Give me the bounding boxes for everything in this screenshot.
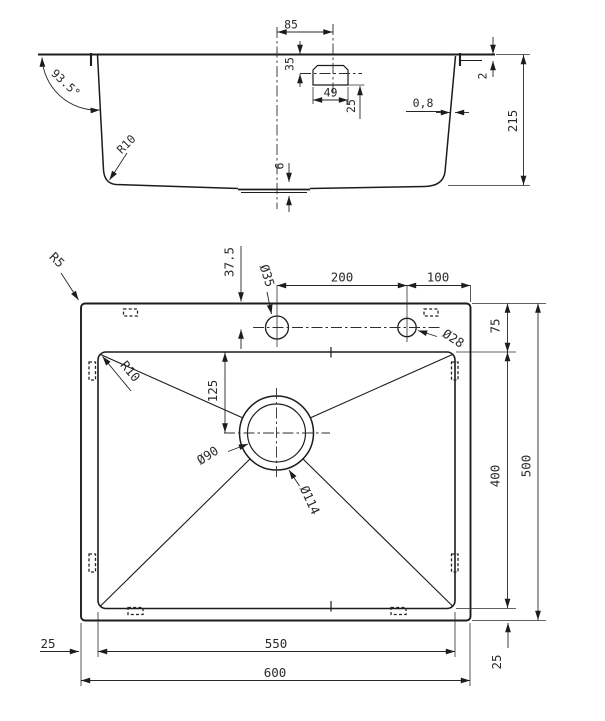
dim-500-label: 500 <box>518 454 534 478</box>
dim-85-label: 85 <box>284 17 298 32</box>
basin-left-wall-section <box>98 55 239 189</box>
dim-600-label: 600 <box>263 665 287 680</box>
dim-wall-label: 0,8 <box>412 96 434 110</box>
dim-400-label: 400 <box>487 464 503 488</box>
dim-25br-label: 25 <box>489 654 504 670</box>
dim-25s-label: 25 <box>344 99 358 113</box>
dim-215-label: 215 <box>505 109 520 133</box>
r5-label: R5 <box>46 249 68 271</box>
second-hole-dia-label: Ø28 <box>439 325 468 351</box>
r10-plan-label: R10 <box>117 357 144 385</box>
dim-49-label: 49 <box>323 85 338 100</box>
basin-right-wall-section <box>310 56 456 189</box>
drain-inner-leader <box>228 444 248 452</box>
faucet-deck-section <box>313 66 348 86</box>
dim-2-label: 2 <box>475 72 490 80</box>
weld-mark-top-left <box>124 309 138 316</box>
drain-outer-leader <box>289 470 300 486</box>
drain-outer-dia-label: Ø114 <box>296 483 324 517</box>
dim-75-label: 75 <box>487 318 503 334</box>
dim-35-label: 35 <box>282 57 297 71</box>
r5-leader <box>61 273 79 300</box>
angle-label: 93.5° <box>48 66 84 101</box>
weld-mark-left-upper <box>89 362 96 380</box>
hole-ext-lines <box>277 285 407 347</box>
dim-200-label: 200 <box>330 269 354 285</box>
section-view <box>38 18 530 213</box>
r10-section-label: R10 <box>113 131 139 157</box>
faucet-hole-dia-label: Ø35 <box>256 262 278 289</box>
dim-550-label: 550 <box>264 636 288 651</box>
second-hole-leader <box>418 331 437 337</box>
dim-25bl-label: 25 <box>40 636 56 651</box>
weld-mark-top-right <box>424 309 438 316</box>
dim-6-label: 6 <box>272 162 287 170</box>
dim-100-label: 100 <box>426 269 450 285</box>
dim-125-label: 125 <box>205 379 220 403</box>
weld-mark-left-lower <box>89 554 96 572</box>
r10-section-leader <box>110 153 128 180</box>
drain-inner-dia-label: Ø90 <box>193 442 222 468</box>
dim-37-5-label: 37.5 <box>221 246 237 278</box>
plan-view <box>40 246 546 686</box>
